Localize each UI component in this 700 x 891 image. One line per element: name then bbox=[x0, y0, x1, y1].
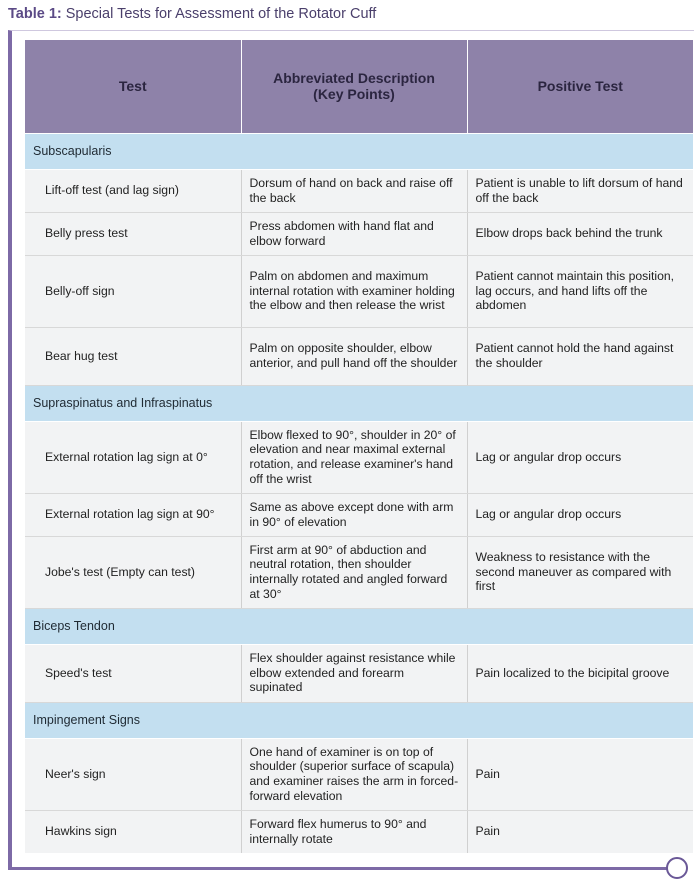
table-row bbox=[25, 810, 693, 853]
table-row bbox=[25, 421, 693, 493]
caption-title: Special Tests for Assessment of the Rotator Cuff bbox=[65, 6, 377, 22]
test-name: Lift-off test (and lag sign) bbox=[25, 169, 241, 212]
positive-result: Lag or angular drop occurs bbox=[467, 421, 693, 493]
table-row bbox=[25, 536, 693, 608]
test-description: One hand of examiner is on top of shoulder (superior surface of scapula) and examiner raises the arm in forced-forward elevation bbox=[241, 738, 467, 810]
test-name: External rotation lag sign at 90° bbox=[25, 493, 241, 536]
positive-result: Lag or angular drop occurs bbox=[467, 493, 693, 536]
table-row bbox=[25, 212, 693, 255]
header-row bbox=[25, 40, 693, 133]
test-name: Belly-off sign bbox=[25, 255, 241, 327]
table-row bbox=[25, 327, 693, 385]
caption-label: Table 1: bbox=[8, 6, 62, 22]
positive-result: Patient is unable to lift dorsum of hand off the back bbox=[467, 169, 693, 212]
test-description: Elbow flexed to 90°, shoulder in 20° of elevation and near maximal external rotation, and release examiner's hand off the wrist bbox=[241, 421, 467, 493]
frame-bottom-rule bbox=[8, 867, 672, 870]
table-row bbox=[25, 644, 693, 702]
section-title: Biceps Tendon bbox=[25, 608, 693, 644]
test-description: Press abdomen with hand flat and elbow forward bbox=[241, 212, 467, 255]
positive-result: Elbow drops back behind the trunk bbox=[467, 212, 693, 255]
section-row bbox=[25, 702, 693, 738]
positive-result: Patient cannot maintain this position, lag occurs, and hand lifts off the abdomen bbox=[467, 255, 693, 327]
header-test: Test bbox=[25, 40, 241, 133]
positive-result: Pain localized to the bicipital groove bbox=[467, 644, 693, 702]
test-description: Palm on opposite shoulder, elbow anterior, and pull hand off the shoulder bbox=[241, 327, 467, 385]
test-name: Neer's sign bbox=[25, 738, 241, 810]
table-row bbox=[25, 255, 693, 327]
positive-result: Pain bbox=[467, 738, 693, 810]
table-row bbox=[25, 169, 693, 212]
test-description: Palm on abdomen and maximum internal rotation with examiner holding the elbow and then release the wrist bbox=[241, 255, 467, 327]
positive-result: Weakness to resistance with the second maneuver as compared with first bbox=[467, 536, 693, 608]
table-caption bbox=[8, 6, 376, 26]
rotator-cuff-table bbox=[25, 40, 693, 853]
test-description: Forward flex humerus to 90° and internally rotate bbox=[241, 810, 467, 853]
table-row bbox=[25, 493, 693, 536]
test-description: Same as above except done with arm in 90° of elevation bbox=[241, 493, 467, 536]
table-row bbox=[25, 738, 693, 810]
test-description: First arm at 90° of abduction and neutral rotation, then shoulder internally rotated and angled forward at 30° bbox=[241, 536, 467, 608]
test-name: Belly press test bbox=[25, 212, 241, 255]
positive-result: Patient cannot hold the hand against the shoulder bbox=[467, 327, 693, 385]
header-description-line2: (Key Points) bbox=[313, 86, 395, 103]
section-title: Supraspinatus and Infraspinatus bbox=[25, 385, 693, 421]
section-row bbox=[25, 385, 693, 421]
positive-result: Pain bbox=[467, 810, 693, 853]
test-name: Speed's test bbox=[25, 644, 241, 702]
rotator-cuff-table-container bbox=[25, 40, 693, 852]
test-description: Dorsum of hand on back and raise off the back bbox=[241, 169, 467, 212]
section-row bbox=[25, 133, 693, 169]
section-row bbox=[25, 608, 693, 644]
section-title: Impingement Signs bbox=[25, 702, 693, 738]
header-positive-test: Positive Test bbox=[467, 40, 693, 133]
test-name: Jobe's test (Empty can test) bbox=[25, 536, 241, 608]
test-description: Flex shoulder against resistance while elbow extended and forearm supinated bbox=[241, 644, 467, 702]
test-name: Hawkins sign bbox=[25, 810, 241, 853]
test-name: Bear hug test bbox=[25, 327, 241, 385]
corner-circle-icon bbox=[666, 857, 688, 879]
section-title: Subscapularis bbox=[25, 133, 693, 169]
test-name: External rotation lag sign at 0° bbox=[25, 421, 241, 493]
header-description bbox=[241, 40, 467, 133]
header-description-line1: Abbreviated Description bbox=[273, 70, 435, 87]
